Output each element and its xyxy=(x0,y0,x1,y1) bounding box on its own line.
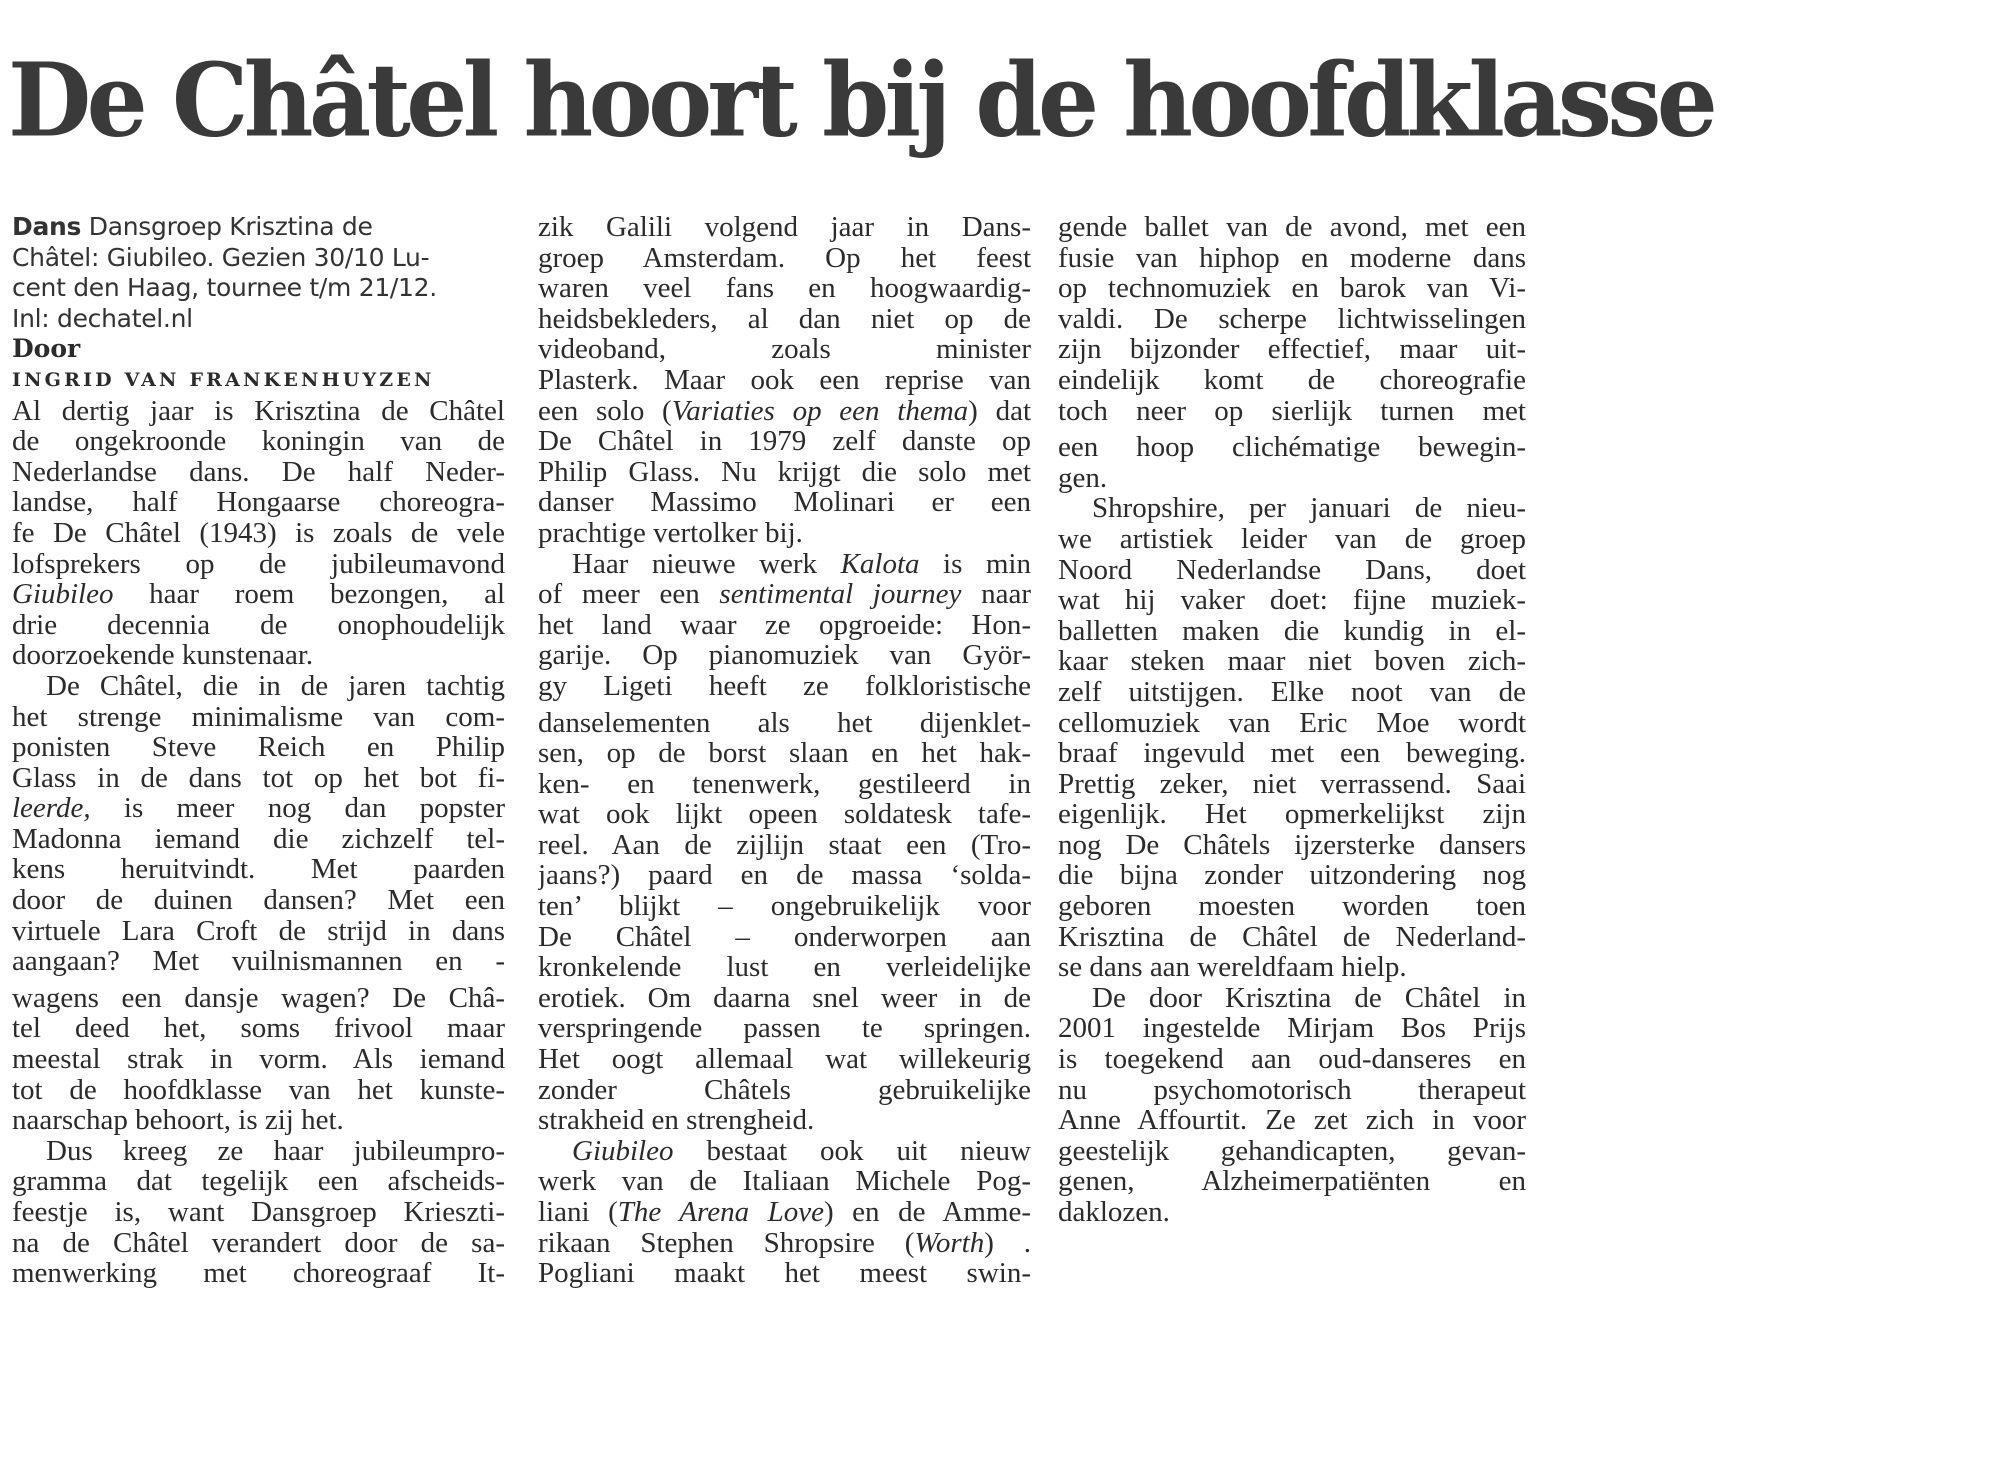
meta-line: Châtel: Giubileo. Gezien 30/10 Lu- xyxy=(12,242,430,272)
text-run: menwerking met choreograaf It- xyxy=(12,1258,505,1289)
text-line xyxy=(538,365,1031,396)
text-run: meestal strak in vorm. Als iemand xyxy=(12,1044,505,1075)
text-run: Prettig zeker, niet verrassend. Saai xyxy=(1058,768,1526,800)
text-line xyxy=(12,1105,505,1136)
text-run: gy Ligeti heeft ze folkloristische xyxy=(538,670,1031,702)
text-line xyxy=(538,1166,1031,1197)
text-run: Dus kreeg ze haar jubileumpro- xyxy=(46,1135,505,1167)
text-run: 2001 ingestelde Mirjam Bos Prijs xyxy=(1058,1013,1526,1045)
article-meta xyxy=(12,212,505,334)
meta-line: Dansgroep Krisztina de xyxy=(81,212,373,241)
text-run: cellomuziek van Eric Moe wordt xyxy=(1058,707,1526,739)
text-run: kronkelende lust en verleidelijke xyxy=(538,952,1031,983)
meta-line: Inl: dechatel.nl xyxy=(12,303,193,333)
text-line xyxy=(538,518,1031,549)
text-line xyxy=(12,916,505,947)
text-run: Anne Affourtit. Ze zet zich in voor xyxy=(1058,1105,1526,1136)
text-run: naarschap behoort, is zij het. xyxy=(12,1105,344,1136)
text-line xyxy=(12,1136,505,1167)
text-line xyxy=(538,457,1031,488)
text-line xyxy=(538,983,1031,1014)
text-line xyxy=(12,763,505,794)
text-run: het strenge minimalisme van com- xyxy=(12,701,505,733)
text-line xyxy=(12,610,505,641)
text-line xyxy=(1058,891,1526,922)
text-run: De door Krisztina de Châtel in xyxy=(1092,982,1526,1014)
text-run: strakheid en strengheid. xyxy=(538,1105,815,1136)
text-line xyxy=(1058,432,1526,463)
text-run: geestelijk gehandicapten, gevan- xyxy=(1058,1135,1526,1167)
text-line xyxy=(12,426,505,457)
text-run: of meer een xyxy=(538,579,720,610)
text-run: is meer nog dan popster xyxy=(90,793,505,824)
text-run: zelf uitstijgen. Elke noot van de xyxy=(1058,676,1526,708)
text-run: Het oogt allemaal wat willekeurig xyxy=(538,1044,1031,1075)
text-run: fe De Châtel (1943) is zoals de vele xyxy=(12,517,505,549)
text-run: reel. Aan de zijlijn staat een (Tro- xyxy=(538,829,1031,861)
text-run: waren veel fans en hoogwaardig- xyxy=(538,273,1031,304)
text-line xyxy=(538,426,1031,457)
text-run: zik Galili volgend jaar in Dans- xyxy=(538,212,1031,243)
text-line xyxy=(538,579,1031,610)
text-run: landse, half Hongaarse choreogra- xyxy=(12,487,505,518)
text-line xyxy=(1058,860,1526,891)
text-run: Shropshire, per januari de nieu- xyxy=(1092,493,1526,524)
text-run: Nederlandse dans. De half Neder- xyxy=(12,456,505,488)
text-line xyxy=(12,487,505,518)
text-run: Plasterk. Maar ook een reprise van xyxy=(538,364,1031,396)
text-line xyxy=(1058,1105,1526,1136)
text-run: kaar steken maar niet boven zich- xyxy=(1058,646,1526,677)
text-run: ponisten Steve Reich en Philip xyxy=(12,732,505,763)
text-line xyxy=(12,1197,505,1228)
text-line xyxy=(12,1044,505,1075)
text-run: fusie van hiphop en moderne dans xyxy=(1058,242,1526,274)
text-line xyxy=(538,671,1031,702)
text-run: wagens een dansje wagen? De Châ- xyxy=(12,982,505,1014)
text-run: Krisztina de Châtel de Nederland- xyxy=(1058,921,1526,953)
text-line xyxy=(538,549,1031,580)
text-line xyxy=(12,671,505,702)
text-run: ken- en tenenwerk, gestileerd in xyxy=(538,768,1031,800)
text-line xyxy=(12,640,505,671)
text-run: geboren moesten worden toen xyxy=(1058,891,1526,922)
italic-title: The Arena Love xyxy=(617,1197,824,1228)
text-run: Noord Nederlandse Dans, doet xyxy=(1058,554,1526,586)
text-line xyxy=(1058,646,1526,677)
text-line xyxy=(538,1044,1031,1075)
text-line xyxy=(538,304,1031,335)
text-run: drie decennia de onophoudelijk xyxy=(12,609,505,641)
text-run: een solo ( xyxy=(538,395,672,427)
text-run: na de Châtel verandert door de sa- xyxy=(12,1227,505,1259)
text-line xyxy=(538,1228,1031,1259)
text-run: danselementen als het dijenklet- xyxy=(538,707,1031,739)
text-line xyxy=(538,487,1031,518)
text-line xyxy=(1058,463,1526,494)
text-run: toch neer op sierlijk turnen met xyxy=(1058,395,1526,427)
italic-title: Kalota xyxy=(840,548,920,580)
text-line xyxy=(12,824,505,855)
author-name: INGRID VAN FRANKENHUYZEN xyxy=(12,368,435,391)
text-run: is toegekend aan oud-danseres en xyxy=(1058,1044,1526,1075)
text-line xyxy=(538,922,1031,953)
text-run: de ongekroonde koningin van de xyxy=(12,426,505,457)
text-run: erotiek. Om daarna snel weer in de xyxy=(538,982,1031,1014)
text-run: aangaan? Met vuilnismannen en - xyxy=(12,946,505,977)
headline: De Châtel hoort bij de hoofdklasse xyxy=(8,41,1714,160)
text-run: ) en de Amme- xyxy=(823,1197,1031,1228)
text-line xyxy=(12,1166,505,1197)
text-run: bestaat ook uit nieuw xyxy=(673,1135,1031,1167)
text-run: ten’ blijkt – ongebruikelijk voor xyxy=(538,891,1031,922)
text-line xyxy=(538,1105,1031,1136)
text-run: lofsprekers op de jubileumavond xyxy=(12,548,505,580)
text-line xyxy=(1058,922,1526,953)
text-line xyxy=(12,885,505,916)
text-line xyxy=(538,1197,1031,1228)
text-line xyxy=(1058,1075,1526,1106)
text-line xyxy=(1058,365,1526,396)
text-run: De Châtel – onderworpen aan xyxy=(538,921,1031,953)
text-run: haar roem bezongen, al xyxy=(113,579,505,610)
text-run: De Châtel, die in de jaren tachtig xyxy=(46,670,505,702)
text-run: verspringende passen te springen. xyxy=(538,1013,1031,1045)
text-run: Glass in de dans tot op het bot fi- xyxy=(12,762,505,794)
text-line xyxy=(12,1228,505,1259)
text-line xyxy=(1058,952,1526,983)
text-run: prachtige vertolker bij. xyxy=(538,517,803,549)
text-run: genen, Alzheimerpatiënten en xyxy=(1058,1166,1526,1197)
text-line xyxy=(12,518,505,549)
text-run: groep Amsterdam. Op het feest xyxy=(538,242,1031,274)
text-line xyxy=(1058,396,1526,427)
text-run: virtuele Lara Croft de strijd in dans xyxy=(12,915,505,947)
italic-title: Giubileo xyxy=(572,1135,674,1167)
text-line xyxy=(1058,708,1526,739)
text-line xyxy=(538,769,1031,800)
text-line xyxy=(1058,243,1526,274)
text-line xyxy=(1058,273,1526,304)
text-line xyxy=(538,738,1031,769)
byline-label: Door xyxy=(12,334,81,364)
column-1 xyxy=(12,212,505,1289)
text-run: is min xyxy=(919,548,1031,580)
text-line xyxy=(1058,738,1526,769)
italic-title: leerde, xyxy=(12,793,91,824)
text-line xyxy=(1058,1044,1526,1075)
text-run: braaf ingevuld met een beweging. xyxy=(1058,738,1526,769)
text-line xyxy=(1058,1197,1526,1228)
text-run: ) dat xyxy=(968,395,1031,427)
text-line xyxy=(538,212,1031,243)
text-line xyxy=(12,549,505,580)
text-line xyxy=(12,1075,505,1106)
text-run: die bijna zonder uitzondering nog xyxy=(1058,860,1526,892)
text-run: Al dertig jaar is Krisztina de Châtel xyxy=(12,395,505,427)
text-line xyxy=(538,1136,1031,1167)
text-line xyxy=(12,793,505,824)
text-run: balletten maken die kundig in el- xyxy=(1058,615,1526,647)
text-line xyxy=(538,1258,1031,1289)
text-run: De Châtel in 1979 zelf danste op xyxy=(538,426,1031,457)
text-run: wat hij vaker doet: fijne muziek- xyxy=(1058,585,1526,616)
text-line xyxy=(12,732,505,763)
text-line xyxy=(538,640,1031,671)
text-line xyxy=(1058,304,1526,335)
text-run: door de duinen dansen? Met een xyxy=(12,885,505,916)
text-line xyxy=(538,334,1031,365)
text-run: nu psychomotorisch therapeut xyxy=(1058,1074,1526,1106)
text-line xyxy=(538,1075,1031,1106)
text-run: Philip Glass. Nu krijgt die solo met xyxy=(538,456,1031,488)
text-run: feestje is, want Dansgroep Krieszti- xyxy=(12,1197,505,1228)
text-line xyxy=(538,243,1031,274)
text-run: nog De Châtels ijzersterke dansers xyxy=(1058,829,1526,861)
text-run: kens heruitvindt. Met paarden xyxy=(12,854,505,886)
text-run: garije. Op pianomuziek van Györ- xyxy=(538,640,1031,671)
column-2 xyxy=(538,212,1031,1289)
text-line xyxy=(1058,799,1526,830)
text-line xyxy=(538,860,1031,891)
italic-title: Worth xyxy=(914,1227,985,1259)
text-line xyxy=(12,854,505,885)
text-run: zonder Châtels gebruikelijke xyxy=(538,1074,1031,1106)
meta-line: cent den Haag, tournee t/m 21/12. xyxy=(12,273,437,303)
text-run: eindelijk komt de choreografie xyxy=(1058,364,1526,396)
text-line xyxy=(1058,524,1526,555)
text-line xyxy=(1058,983,1526,1014)
text-run: eigenlijk. Het opmerkelijkst zijn xyxy=(1058,799,1526,830)
text-run: tot de hoofdklasse van het kunste- xyxy=(12,1074,505,1106)
italic-title: Giubileo xyxy=(12,579,114,610)
text-line xyxy=(538,610,1031,641)
text-run: gen. xyxy=(1058,462,1108,494)
text-line xyxy=(1058,555,1526,586)
text-line xyxy=(1058,212,1526,243)
text-line xyxy=(12,579,505,610)
text-line xyxy=(1058,677,1526,708)
text-line xyxy=(538,799,1031,830)
text-run: videoband, zoals minister xyxy=(538,334,1031,365)
text-run: se dans aan wereldfaam hielp. xyxy=(1058,952,1407,983)
text-line xyxy=(538,952,1031,983)
text-run: op technomuziek en barok van Vi- xyxy=(1058,273,1526,304)
text-run: sen, op de borst slaan en het hak- xyxy=(538,738,1031,769)
text-run: doorzoekende kunstenaar. xyxy=(12,640,314,671)
text-run: valdi. De scherpe lichtwisselingen xyxy=(1058,303,1526,335)
text-run: liani ( xyxy=(538,1197,618,1228)
text-run: naar xyxy=(961,579,1031,610)
text-line xyxy=(1058,585,1526,616)
text-line xyxy=(538,891,1031,922)
text-line xyxy=(538,1013,1031,1044)
text-line xyxy=(12,1013,505,1044)
category-label: Dans xyxy=(12,212,82,241)
text-run: Haar nieuwe werk xyxy=(572,548,841,580)
text-run: rikaan Stephen Shropsire ( xyxy=(538,1227,915,1259)
text-run: Pogliani maakt het meest swin- xyxy=(538,1258,1031,1289)
italic-title: Variaties op een thema xyxy=(671,395,969,427)
text-run: werk van de Italiaan Michele Pog- xyxy=(538,1166,1031,1197)
text-run: heidsbekleders, al dan niet op de xyxy=(538,303,1031,335)
text-line xyxy=(538,830,1031,861)
italic-title: sentimental journey xyxy=(719,579,962,610)
text-run: jaans?) paard en de massa ‘solda- xyxy=(538,860,1031,892)
text-run: een hoop clichématige bewegin- xyxy=(1058,432,1526,463)
text-run: danser Massimo Molinari er een xyxy=(538,487,1031,518)
column-3 xyxy=(1058,212,1526,1228)
text-line xyxy=(1058,769,1526,800)
text-line xyxy=(12,1258,505,1289)
text-line xyxy=(12,702,505,733)
text-run: Madonna iemand die zichzelf tel- xyxy=(12,823,505,855)
text-run: zijn bijzonder effectief, maar uit- xyxy=(1058,334,1526,365)
text-line xyxy=(1058,616,1526,647)
text-line xyxy=(12,946,505,977)
text-line xyxy=(538,396,1031,427)
text-line xyxy=(1058,1013,1526,1044)
text-line xyxy=(12,983,505,1014)
text-line xyxy=(1058,830,1526,861)
text-line xyxy=(538,273,1031,304)
text-line xyxy=(12,396,505,427)
text-line xyxy=(1058,1136,1526,1167)
text-run: gende ballet van de avond, met een xyxy=(1058,212,1526,243)
text-line xyxy=(1058,1166,1526,1197)
text-run: ) . xyxy=(984,1227,1031,1259)
text-run: het land waar ze opgroeide: Hon- xyxy=(538,609,1031,641)
text-run: tel deed het, soms frivool maar xyxy=(12,1013,505,1045)
text-line xyxy=(538,708,1031,739)
column-1-body xyxy=(12,396,505,1289)
text-line xyxy=(1058,334,1526,365)
text-run: wat ook lijkt opeen soldatesk tafe- xyxy=(538,799,1031,830)
text-run: daklozen. xyxy=(1058,1197,1170,1228)
text-run: gramma dat tegelijk een afscheids- xyxy=(12,1166,505,1197)
text-line xyxy=(12,457,505,488)
text-line xyxy=(1058,493,1526,524)
text-run: we artistiek leider van de groep xyxy=(1058,523,1526,555)
